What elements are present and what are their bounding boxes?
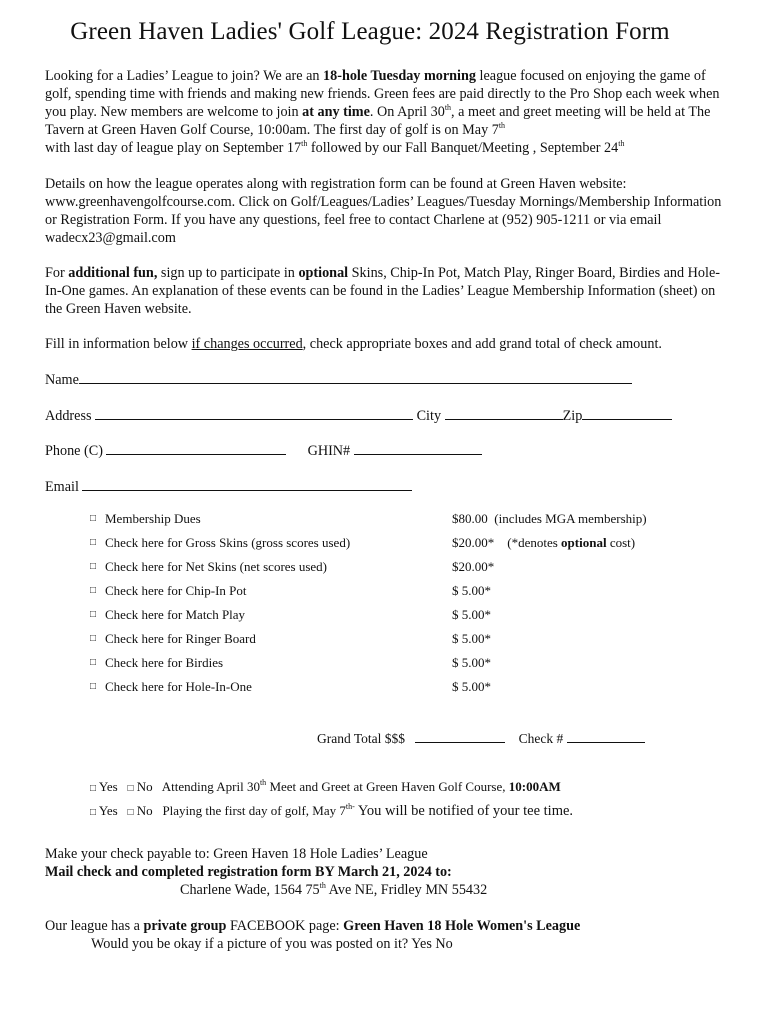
superscript: th [618, 139, 625, 148]
name-field[interactable] [79, 371, 632, 384]
facebook-text: Our league has a [45, 918, 144, 934]
ghin-field[interactable] [354, 442, 482, 455]
fill-underlined: if changes occurred [191, 336, 303, 352]
facebook-line [45, 918, 580, 935]
intro-bold-schedule: 18-hole Tuesday morning [323, 68, 476, 84]
facebook-bold: private group [143, 918, 227, 934]
email-label: Email [45, 479, 79, 495]
fee-checklist [90, 511, 690, 703]
fill-instructions [45, 335, 725, 353]
grand-total-label: Grand Total $$$ [317, 731, 406, 746]
fee-label: Check here for Net Skins (net scores used) [105, 559, 328, 574]
facebook-text: FACEBOOK page: [226, 918, 344, 934]
attend-text: Meet and Greet at Green Haven Golf Course, [266, 779, 509, 794]
address-field[interactable] [95, 407, 413, 420]
fee-note-bold: optional [561, 535, 607, 550]
checkbox[interactable]: □ [90, 537, 97, 548]
fun-bold: additional fun, [68, 265, 158, 281]
fee-price: $ 5.00* [452, 679, 491, 694]
fee-item [90, 535, 690, 559]
address-row [45, 407, 672, 425]
checkbox[interactable]: □ [90, 657, 97, 668]
fill-text: , check appropriate boxes and add grand total of check amount. [302, 336, 662, 352]
phone-label: Phone (C) [45, 443, 103, 459]
check-number-label: Check # [518, 731, 564, 746]
city-label: City [416, 408, 442, 424]
mail-address [180, 882, 487, 899]
checkbox[interactable]: □ [90, 609, 97, 620]
fee-item [90, 511, 690, 535]
fill-text: Fill in information below [45, 336, 192, 352]
fun-text: For [45, 265, 69, 281]
fee-item [90, 631, 690, 655]
name-row [45, 371, 632, 389]
details-paragraph: Details on how the league operates along with registration form can be found at Green Haven website: www.greenhavengolfcourse.com. Click on Golf/Leagues/Ladies’ Leagues/Tuesday Mornings/Membership Information or Registration Form. If you have any questions, feel free to contact Charlene at (952) 905-1211 or via email wadecx23@gmail.com [45, 176, 722, 246]
fee-price: $ 5.00* [452, 607, 491, 622]
fee-amount: $80.00 [452, 511, 488, 526]
yes-label: Yes [98, 779, 118, 794]
fee-label: Check here for Ringer Board [105, 631, 256, 646]
email-row [45, 478, 412, 496]
no-checkbox[interactable]: □ [127, 807, 134, 818]
superscript: th [259, 778, 267, 787]
intro-paragraph [45, 67, 725, 157]
superscript: th- [345, 802, 355, 811]
checkbox[interactable]: □ [90, 585, 97, 596]
no-checkbox[interactable]: □ [127, 783, 134, 794]
fee-price [452, 511, 647, 527]
tee-time-note: You will be notified of your tee time. [354, 803, 574, 819]
fee-amount: $20.00* [452, 535, 495, 550]
attend-text: Attending April 30 [161, 779, 260, 794]
name-label: Name [45, 372, 79, 388]
fee-item [90, 559, 690, 583]
first-day-row [90, 803, 573, 820]
yes-checkbox[interactable]: □ [90, 783, 97, 794]
fun-text: sign up to participate in [157, 265, 299, 281]
fee-price: $ 5.00* [452, 631, 491, 646]
fee-price: $ 5.00* [452, 583, 491, 598]
intro-text: , a meet and greet meeting will be held at The Tavern at Green Haven Golf Course, 10:00am. The first day of golf is on May 7 [45, 104, 711, 138]
yes-checkbox[interactable]: □ [90, 807, 97, 818]
zip-label: Zip [562, 408, 583, 424]
fee-item [90, 679, 690, 703]
fee-label: Check here for Hole-In-One [105, 679, 252, 694]
fee-price: $ 5.00* [452, 655, 491, 670]
no-label: No [136, 803, 153, 818]
fee-note: (includes MGA membership) [494, 511, 647, 526]
checkbox[interactable]: □ [90, 681, 97, 692]
intro-text: league focused on enjoying the game of golf, spending time with friends and making new friends. Green fees are paid directly to the Pro Shop each week when you play. New members are welcome to join [45, 68, 720, 120]
checkbox[interactable]: □ [90, 561, 97, 572]
intro-text: with last day of league play on September 17 [45, 140, 302, 156]
fee-price: $20.00* [452, 559, 495, 574]
intro-text: followed by our Fall Banquet/Meeting , September 24 [307, 140, 619, 156]
fee-note: (*denotes [507, 535, 562, 550]
check-number-field[interactable] [567, 730, 645, 743]
yes-label: Yes [98, 803, 118, 818]
fee-note: cost) [606, 535, 636, 550]
superscript: th [444, 103, 452, 112]
fee-price [452, 535, 635, 551]
fee-item [90, 583, 690, 607]
grand-total-row [317, 730, 645, 747]
fun-bold: optional [298, 265, 349, 281]
fee-label: Check here for Chip-In Pot [105, 583, 247, 598]
form-title: Green Haven Ladies' Golf League: 2024 Registration Form [70, 18, 670, 45]
email-field[interactable] [82, 478, 412, 491]
phone-field[interactable] [106, 442, 286, 455]
grand-total-field[interactable] [415, 730, 505, 743]
attend-meeting-row [90, 779, 561, 795]
fee-label: Membership Dues [105, 511, 201, 526]
picture-question: Would you be okay if a picture of you was posted on it? Yes No [91, 936, 453, 952]
superscript: th [319, 881, 326, 890]
mail-address-text: Charlene Wade, 1564 75 [180, 882, 320, 898]
fun-paragraph [45, 264, 725, 318]
no-label: No [136, 779, 153, 794]
intro-text: . On April 30 [369, 104, 445, 120]
intro-text: Looking for a Ladies’ League to join? We are an [45, 68, 324, 84]
attend-time: 10:00AM [508, 779, 561, 794]
fee-label: Check here for Birdies [105, 655, 224, 670]
payable-line: Make your check payable to: Green Haven 18 Hole Ladies’ League [45, 846, 428, 862]
intro-bold-anytime: at any time [302, 104, 370, 120]
ghin-label: GHIN# [307, 443, 351, 459]
fee-label: Check here for Match Play [105, 607, 246, 622]
zip-field[interactable] [582, 407, 672, 420]
facebook-group-name: Green Haven 18 Hole Women's League [343, 918, 581, 934]
superscript: th [498, 121, 506, 130]
phone-row [45, 442, 482, 460]
fee-label: Check here for Gross Skins (gross scores used) [105, 535, 351, 550]
fun-text: Skins, Chip-In Pot, Match Play, Ringer Board, Birdies and Hole-In-One games. An explanation of these events can be found in the Ladies’ League Membership Information (sheet) on the Green Haven website. [45, 265, 720, 317]
city-field[interactable] [445, 407, 563, 420]
superscript: th [301, 139, 308, 148]
fee-item [90, 607, 690, 631]
fee-item [90, 655, 690, 679]
mail-deadline: Mail check and completed registration form BY March 21, 2024 to: [45, 864, 452, 880]
mail-address-text: Ave NE, Fridley MN 55432 [325, 882, 488, 898]
checkbox[interactable]: □ [90, 513, 97, 524]
first-day-text: Playing the first day of golf, May 7 [162, 803, 346, 818]
checkbox[interactable]: □ [90, 633, 97, 644]
address-label: Address [45, 408, 92, 424]
